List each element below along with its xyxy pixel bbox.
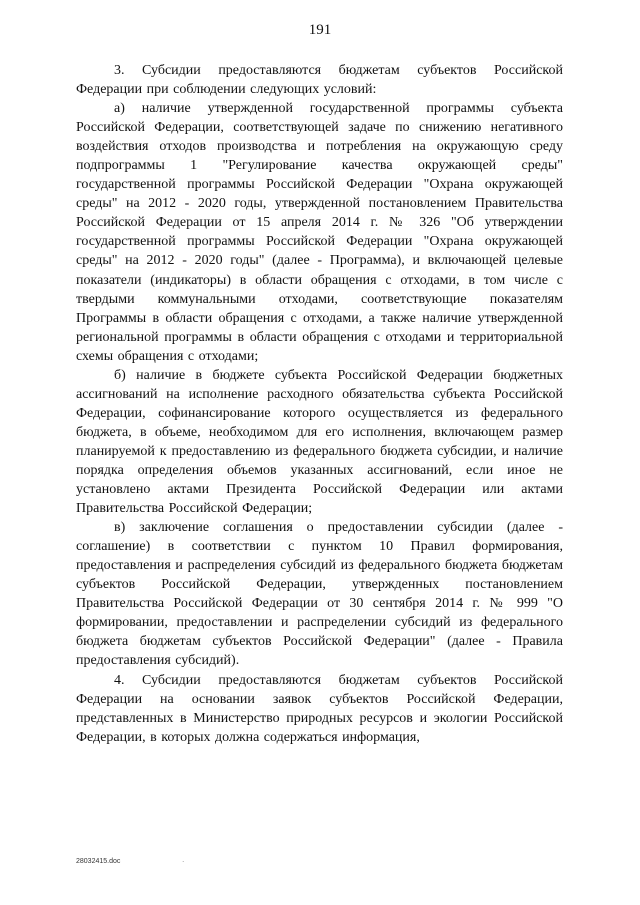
document-body bbox=[76, 61, 563, 747]
paragraph-3a: а) наличие утвержденной государственной программы субъекта Российской Федерации, соответствующей задаче по снижению негативного воздействия отходов производства и потребления на окружающую среду подпрограммы 1 "Регулирование качества окружающей среды" государственной программы Российской Федерации "Охрана окружающей среды" на 2012 - 2020 годы, утвержденной постановлением Правительства Российской Федерации от 15 апреля 2014 г. № 326 "Об утверждении государственной программы Российской Федерации "Охрана окружающей среды" на 2012 - 2020 годы" (далее - Программа), и включающей целевые показатели (индикаторы) в области обращения с отходами, в том числе с твердыми коммунальными отходами, соответствующие показателям Программы в области обращения с отходами, а также наличие утвержденной региональной программы в области обращения с отходами и территориальной схемы обращения с отходами; bbox=[76, 101, 563, 364]
paragraph-3b: б) наличие в бюджете субъекта Российской Федерации бюджетных ассигнований на исполнение расходного обязательства субъекта Российской Федерации, софинансирование которого осуществляется из федерального бюджета, в объеме, необходимом для его исполнения, включающем размер планируемой к предоставлению из федерального бюджета субсидии, и наличие порядка определения объемов указанных ассигнований, если иное не установлено актами Президента Российской Федерации или актами Правительства Российской Федерации; bbox=[76, 367, 563, 517]
paragraph-4: 4. Субсидии предоставляются бюджетам субъектов Российской Федерации на основании заявок субъектов Российской Федерации, представленных в Министерство природных ресурсов и экологии Российской Федерации, в которых должна содержаться информация, bbox=[76, 672, 563, 745]
paragraph-3: 3. Субсидии предоставляются бюджетам субъектов Российской Федерации при соблюдении следующих условий: bbox=[76, 63, 563, 98]
scan-mark: · bbox=[182, 858, 185, 866]
page-number: 191 bbox=[308, 22, 332, 38]
document-code: 28032415.doc bbox=[76, 858, 121, 865]
paragraph-3v: в) заключение соглашения о предоставлении субсидии (далее - соглашение) в соответствии с пунктом 10 Правил формирования, предоставления и распределения субсидий из федерального бюджета бюджетам субъектов Российской Федерации, утвержденных постановлением Правительства Российской Федерации от 30 сентября 2014 г. № 999 "О формировании, предоставлении и распределении субсидий из федерального бюджета бюджетам субъектов Российской Федерации" (далее - Правила предоставления субсидий). bbox=[76, 520, 563, 669]
